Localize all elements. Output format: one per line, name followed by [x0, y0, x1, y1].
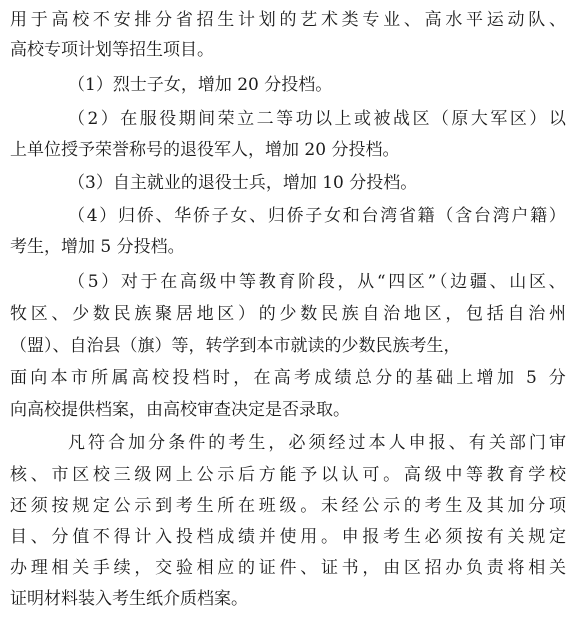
text-line: 用于高校不安排分省招生计划的艺术类专业、高水平运动队、 [10, 10, 570, 30]
text-line: （盟）、自治县（旗）等，转学到本市就读的少数民族考生， [10, 336, 461, 356]
text-line: 上单位授予荣誉称号的退役军人，增加 20 分投档。 [10, 140, 400, 160]
text-line: 办理相关手续，交验相应的证件、证书，由区招办负责将相关 [10, 558, 570, 578]
text-line: （2）在服役期间荣立二等功以上或被战区（原大军区）以 [68, 109, 569, 129]
text-line: 核、市区校三级网上公示后方能予以认可。高级中等教育学校 [10, 465, 570, 485]
text-line: （4）归侨、华侨子女、归侨子女和台湾省籍（含台湾户籍） [68, 206, 568, 226]
text-line: 牧区、少数民族聚居地区）的少数民族自治地区，包括自治州 [10, 304, 570, 324]
text-line: 面向本市所属高校投档时，在高考成绩总分的基础上增加 5 分 [10, 368, 570, 388]
text-line: 向高校提供档案，由高校审查决定是否录取。 [10, 400, 350, 420]
text-line: 考生，增加 5 分投档。 [10, 237, 185, 257]
text-line: 凡符合加分条件的考生，必须经过本人申报、有关部门审 [68, 433, 569, 453]
text-line: （3）自主就业的退役士兵，增加 10 分投档。 [68, 173, 418, 193]
text-line: 证明材料装入考生纸介质档案。 [10, 589, 248, 609]
text-line: 还须按规定公示到考生所在班级。未经公示的考生及其加分项 [10, 496, 570, 516]
text-line: 目、分值不得计入投档成绩并使用。申报考生必须按有关规定 [10, 527, 570, 547]
text-line: 高校专项计划等招生项目。 [10, 40, 214, 60]
text-line: （1）烈士子女，增加 20 分投档。 [68, 75, 333, 95]
text-line: （5）对于在高级中等教育阶段，从“四区”（边疆、山区、 [68, 272, 569, 292]
